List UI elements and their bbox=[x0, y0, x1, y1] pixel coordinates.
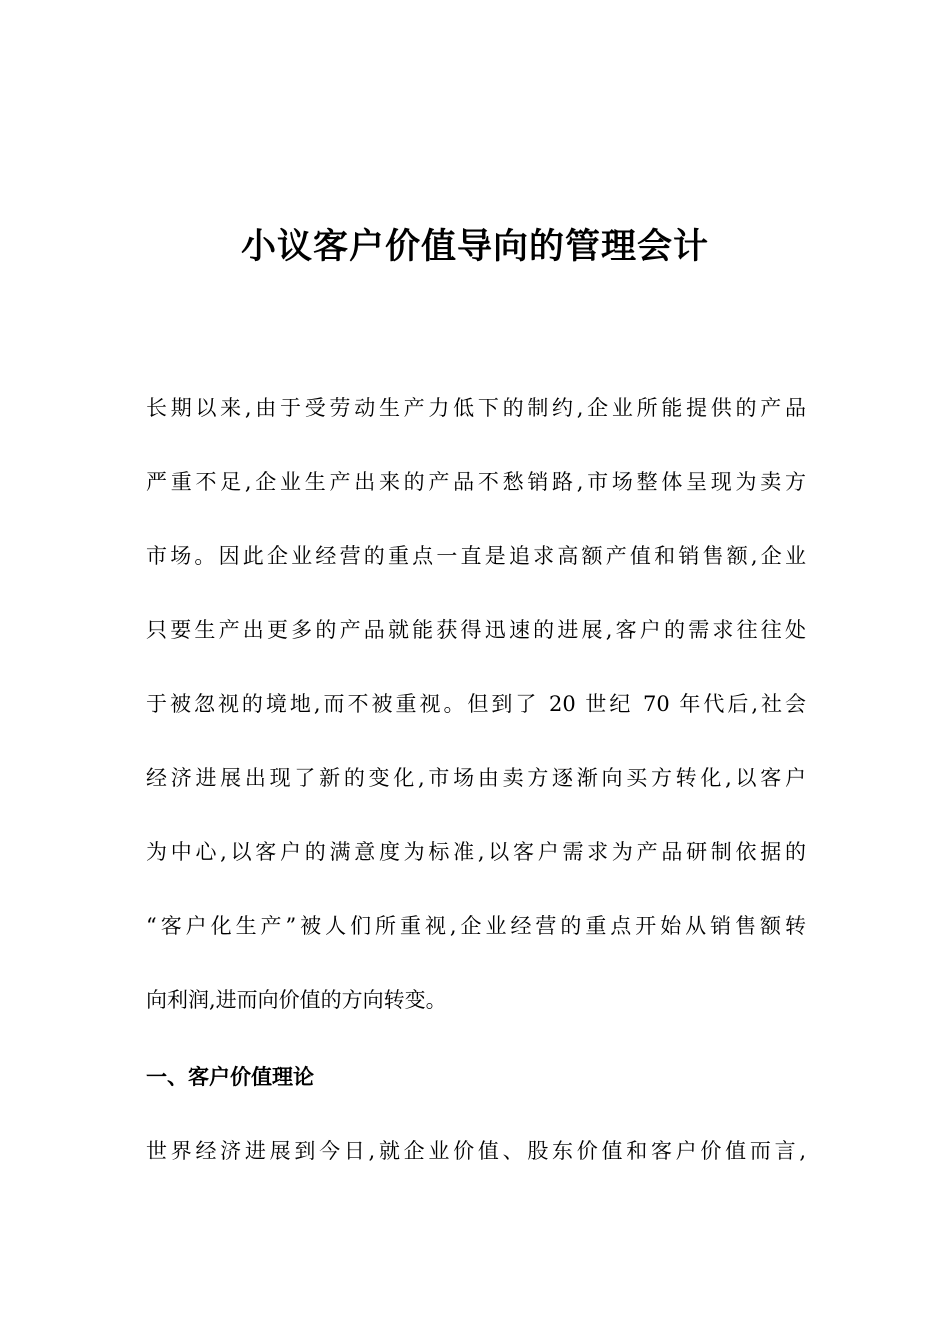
paragraph-line: 世界经济进展到今日,就企业价值、股东价值和客户价值而言, bbox=[146, 1139, 806, 1163]
paragraph-line: 只要生产出更多的产品就能获得迅速的进展,客户的需求往往处 bbox=[146, 618, 806, 642]
paragraph-theory bbox=[146, 1114, 806, 1188]
section-heading: 一、客户价值理论 bbox=[146, 1064, 314, 1089]
paragraph-line: 于被忽视的境地,而不被重视。但到了 20 世纪 70 年代后,社会 bbox=[146, 692, 806, 716]
paragraph-line: 经济进展出现了新的变化,市场由卖方逐渐向买方转化,以客户 bbox=[146, 766, 806, 790]
document-title: 小议客户价值导向的管理会计 bbox=[240, 227, 709, 267]
paragraph-line: 向利润,进而向价值的方向转变。 bbox=[146, 988, 447, 1012]
paragraph-line: “客户化生产”被人们所重视,企业经营的重点开始从销售额转 bbox=[146, 914, 806, 938]
paragraph-intro bbox=[146, 371, 806, 1037]
paragraph-line: 严重不足,企业生产出来的产品不愁销路,市场整体呈现为卖方 bbox=[146, 470, 806, 494]
paragraph-line: 市场。因此企业经营的重点一直是追求高额产值和销售额,企业 bbox=[146, 544, 806, 568]
paragraph-line: 长期以来,由于受劳动生产力低下的制约,企业所能提供的产品 bbox=[146, 396, 806, 420]
paragraph-line: 为中心,以客户的满意度为标准,以客户需求为产品研制依据的 bbox=[146, 840, 806, 864]
